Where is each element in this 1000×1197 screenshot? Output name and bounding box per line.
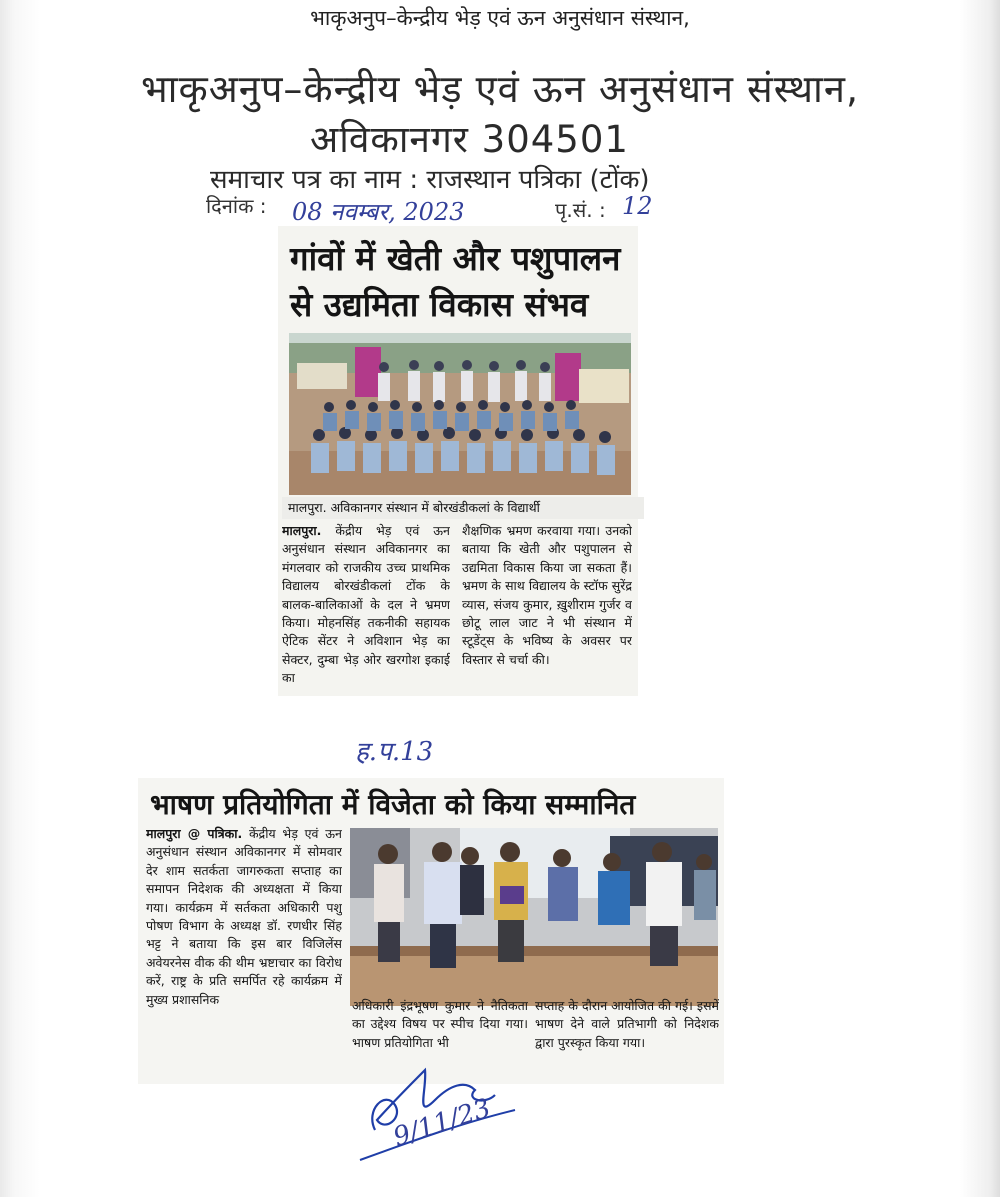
article2-photo: [350, 828, 718, 1006]
article1-dateline: मालपुरा.: [282, 523, 322, 538]
article1-photo-caption: मालपुरा. अविकानगर संस्थान में बोरखंडीकलां के विद्यार्थी: [282, 497, 644, 519]
article1-text-left: केंद्रीय भेड़ एवं ऊन अनुसंधान संस्थान अविकानगर का मंगलवार को राजकीय उच्च प्राथमिक विद्यालय बोरखंडीकलां टोंक के बालक-बालिकाओं के दल ने भ्रमण किया। मोहनसिंह तकनीकी सहायक ऐटिक सेंटर ने अविशान भेड़ का सेक्टर, दुम्बा भेड़ ओर खरगोश इकाई का: [282, 523, 450, 686]
article1-headline-line2: से उद्यमिता विकास संभव: [290, 285, 589, 324]
newspaper-name: समाचार पत्र का नाम : राजस्थान पत्रिका (टोंक): [210, 165, 650, 195]
header-top-line: भाकृअनुप–केन्द्रीय भेड़ एवं ऊन अनुसंधान संस्थान,: [310, 6, 690, 30]
article2-headline: भाषण प्रतियोगिता में विजेता को किया सम्मानित: [150, 788, 636, 821]
signature-date: 9/11/23: [389, 1093, 495, 1153]
article1-headline-line1: गांवों में खेती और पशुपालन: [290, 239, 621, 278]
institute-city: अविकानगर 304501: [310, 118, 629, 161]
article2-dateline: मालपुरा @ पत्रिका.: [146, 826, 243, 841]
article1-headline: [290, 236, 640, 328]
article2-column-left: [146, 825, 342, 1055]
page-label: पृ.सं. :: [555, 198, 606, 222]
article1-photo: [289, 333, 631, 495]
date-value: 08 नवम्बर, 2023: [292, 198, 465, 226]
page-number: 12: [622, 192, 653, 220]
article2-column-middle: अधिकारी इंद्रभूषण कुमार ने नैतिकता का उद्देश्य विषय पर स्पीच दिया गया। भाषण प्रतियोगिता भी: [352, 998, 528, 1050]
article2-column-right: सप्ताह के दौरान आयोजित की गई। इसमें भाषण देने वाले प्रतिभागी को निदेशक द्वारा पुरस्कृत किया गया।: [535, 998, 719, 1050]
handwritten-note: ह.प.13: [355, 737, 434, 767]
article1-column-left: [282, 522, 450, 690]
date-label: दिनांक :: [206, 194, 267, 218]
article2-text-left: केंद्रीय भेड़ एवं ऊन अनुसंधान संस्थान अविकानगर में सोमवार देर शाम सतर्कता जागरुकता सप्ताह का समापन निदेशक की अध्यक्षता में किया गया। कार्यक्रम में सर्तकता अधिकारी पशु पोषण विभाग के अध्यक्ष डॉ. रणधीर सिंह भट्ट ने बताया कि इस बार विजिलेंस अवेयरनेस वीक की थीम भ्रष्टाचार का विरोध करें, राष्ट्र के प्रति समर्पित रहे कार्यक्रम में मुख्य प्रशासनिक: [146, 826, 342, 1007]
institute-name: भाकृअनुप–केन्द्रीय भेड़ एवं ऊन अनुसंधान संस्थान,: [140, 67, 860, 111]
article1-column-right: शैक्षणिक भ्रमण करवाया गया। उनको बताया कि खेती और पशुपालन से उद्यमिता विकास किया जा सकता हैं। भ्रमण के साथ विद्यालय के स्टॉफ सुरेंद्र व्यास, संजय कुमार, ख़ुशीराम गुर्जर व छोटू लाल जाट ने भी संस्थान में स्टूडेंट्स के भविष्य के अवसर पर विस्तार से चर्चा की।: [462, 523, 632, 667]
